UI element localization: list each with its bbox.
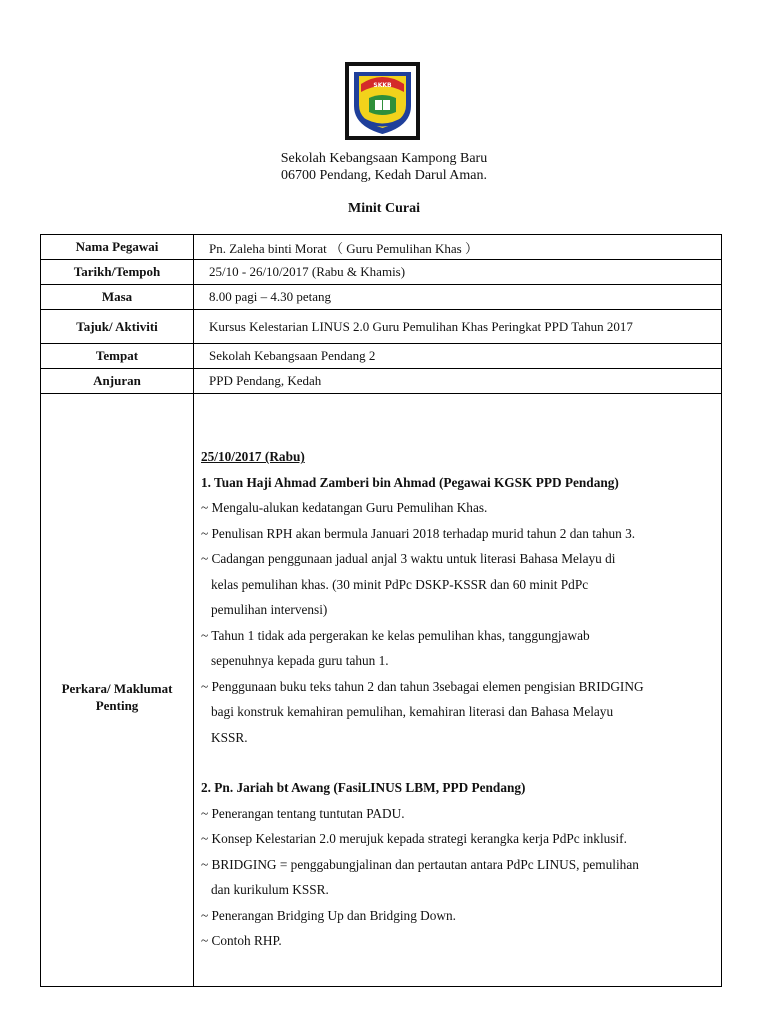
table-row <box>41 235 722 260</box>
field-value: 25/10 - 26/10/2017 (Rabu & Khamis) <box>194 260 722 285</box>
minutes-table <box>40 234 722 987</box>
note-line: sepenuhnya kepada guru tahun 1. <box>211 653 389 669</box>
field-label: Tempat <box>41 344 194 369</box>
note-line: kelas pemulihan khas. (30 minit PdPc DSKP-KSSR dan 60 minit PdPc <box>211 576 589 592</box>
field-label: Tarikh/Tempoh <box>41 260 194 285</box>
section-heading: 1. Tuan Haji Ahmad Zamberi bin Ahmad (Pegawai KGSK PPD Pendang) <box>201 474 619 490</box>
note-line: ~ Mengalu-alukan kedatangan Guru Pemulihan Khas. <box>201 500 488 516</box>
note-line: ~ Penggunaan buku teks tahun 2 dan tahun 3sebagai elemen pengisian BRIDGING <box>201 678 644 694</box>
table-row <box>41 344 722 369</box>
school-name: Sekolah Kebangsaan Kampong Baru <box>280 151 488 166</box>
note-line: ~ Penerangan Bridging Up dan Bridging Down. <box>201 907 456 923</box>
note-line: ~ Konsep Kelestarian 2.0 merujuk kepada strategi kerangka kerja PdPc inklusif. <box>201 831 627 847</box>
table-row <box>41 369 722 394</box>
meeting-date: 25/10/2017 (Rabu) <box>201 449 305 465</box>
note-line: ~ Penulisan RPH akan bermula Januari 2018 terhadap murid tahun 2 dan tahun 3. <box>201 525 636 541</box>
perkara-label: Perkara/ Maklumat Penting <box>41 394 194 987</box>
field-value: Sekolah Kebangsaan Pendang 2 <box>194 344 722 369</box>
table-row <box>41 260 722 285</box>
field-label: Masa <box>41 285 194 310</box>
school-header <box>0 150 768 184</box>
note-line: bagi konstruk kemahiran pemulihan, kemahiran literasi dan Bahasa Melayu <box>211 704 614 720</box>
spacer <box>201 750 713 775</box>
field-label: Anjuran <box>41 369 194 394</box>
note-line: dan kurikulum KSSR. <box>211 882 329 898</box>
field-value: 8.00 pagi – 4.30 petang <box>194 285 722 310</box>
field-value: Pn. Zaleha binti Morat （ Guru Pemulihan Khas ） <box>194 235 722 260</box>
field-label: Nama Pegawai <box>41 235 194 260</box>
field-label: Tajuk/ Aktiviti <box>41 310 194 344</box>
field-value: PPD Pendang, Kedah <box>194 369 722 394</box>
document-title: Minit Curai <box>348 201 420 216</box>
perkara-content <box>194 394 722 987</box>
note-line: ~ Contoh RHP. <box>201 933 282 949</box>
school-crest-icon <box>345 62 420 140</box>
note-line: ~ Tahun 1 tidak ada pergerakan ke kelas pemulihan khas, tanggungjawab <box>201 627 590 643</box>
note-line: ~ Cadangan penggunaan jadual anjal 3 waktu untuk literasi Bahasa Melayu di <box>201 551 616 567</box>
field-value: Kursus Kelestarian LINUS 2.0 Guru Pemulihan Khas Peringkat PPD Tahun 2017 <box>194 310 722 344</box>
table-row <box>41 285 722 310</box>
table-row <box>41 310 722 344</box>
svg-text:SKKB: SKKB <box>373 82 392 89</box>
school-address: 06700 Pendang, Kedah Darul Aman. <box>280 168 488 183</box>
note-line: ~ BRIDGING = penggabungjalinan dan pertautan antara PdPc LINUS, pemulihan <box>201 856 639 872</box>
table-row <box>41 394 722 987</box>
section-heading: 2. Pn. Jariah bt Awang (FasiLINUS LBM, PPD Pendang) <box>201 780 526 796</box>
note-line: ~ Penerangan tentang tuntutan PADU. <box>201 805 405 821</box>
note-line: KSSR. <box>211 729 248 745</box>
note-line: pemulihan intervensi) <box>211 602 328 618</box>
